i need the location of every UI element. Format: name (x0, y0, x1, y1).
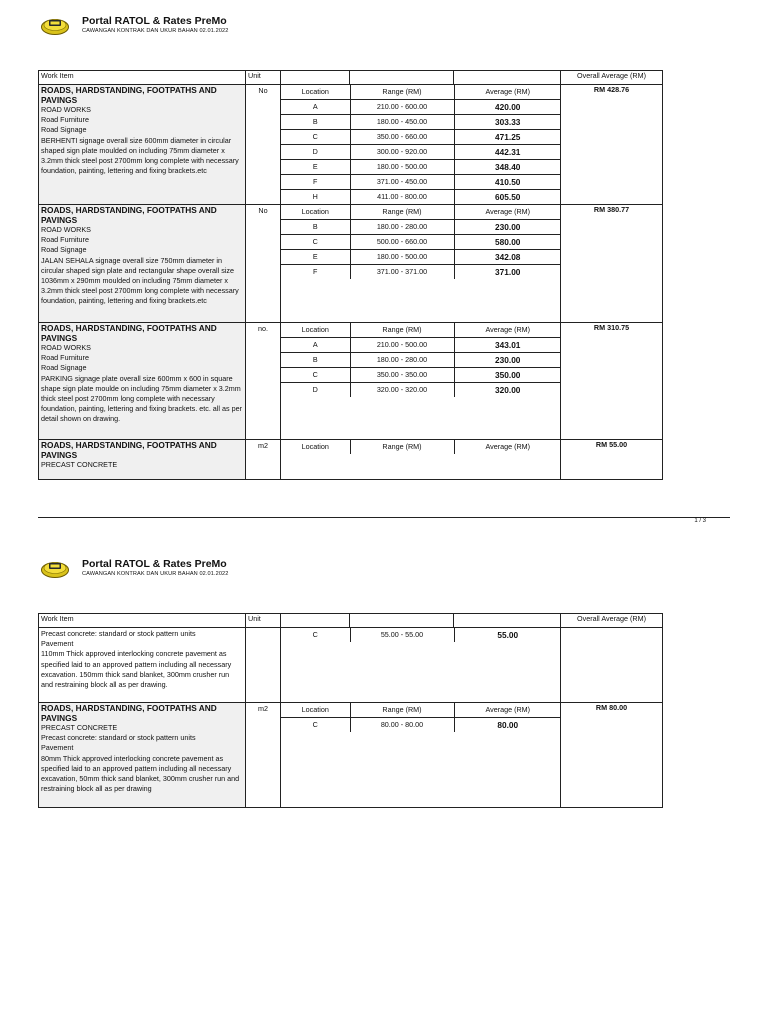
range-value: 350.00 - 660.00 (350, 130, 454, 145)
range-value: 350.00 - 350.00 (350, 368, 454, 383)
rates-subtable (281, 628, 561, 642)
average-value: 348.40 (454, 160, 561, 175)
item-description: PARKING signage plate overall size 600mm x 600 in square shape sign plate moulde on including 75mm diameter x 3.2mm thick steel post 2700mm long complete with necessary foundation, painting, lettering and fixing brackets. etc. all as per detail shown on drawing. (41, 373, 242, 424)
item-description: BERHENTI signage overall size 600mm diameter in circular shaped sign plate moulded on including 75mm diameter x 3.2mm thick steel post 2700mm long complete with necessary foundation, painting, lettering and fixing brackets.etc (41, 135, 239, 176)
rates-subtable-cell (281, 703, 561, 808)
average-value: 342.08 (454, 250, 561, 265)
average-label: Average (RM) (454, 703, 561, 718)
location-value: C (281, 628, 350, 642)
location-label: Location (281, 205, 350, 220)
range-value: 210.00 - 600.00 (350, 100, 454, 115)
table-header-row (39, 71, 663, 85)
average-label: Average (RM) (485, 442, 531, 451)
range-value: 180.00 - 450.00 (350, 115, 454, 130)
rates-subtable-cell (281, 440, 561, 480)
item-line: ROAD WORKS (41, 343, 91, 352)
section-title: ROADS, HARDSTANDING, FOOTPATHS AND PAVINGS (41, 205, 217, 225)
average-value: 230.00 (454, 353, 561, 368)
average-value: 350.00 (454, 368, 561, 383)
rates-subtable-cell (281, 323, 561, 440)
location-label: Location (281, 85, 350, 100)
work-item-header: Work Item (39, 71, 246, 85)
rates-subtable (281, 440, 561, 454)
item-line: Road Furniture (41, 353, 89, 363)
rates-table (38, 70, 663, 480)
average-value: 471.25 (454, 130, 561, 145)
location-value: A (281, 100, 350, 115)
item-line: Road Furniture (41, 235, 89, 245)
table-row (39, 703, 663, 808)
range-value: 371.00 - 371.00 (350, 265, 454, 280)
overall-average-value: RM 310.75 (561, 323, 663, 440)
overall-average-value: RM 380.77 (561, 205, 663, 323)
location-value: H (281, 190, 350, 205)
location-value: E (281, 250, 350, 265)
table-row (39, 628, 663, 703)
page-title: Portal RATOL & Rates PreMo (82, 558, 227, 570)
unit-cell: No (246, 205, 281, 323)
range-value: 300.00 - 920.00 (350, 145, 454, 160)
average-value: 605.50 (495, 192, 521, 202)
page-subtitle: CAWANGAN KONTRAK DAN UKUR BAHAN 02.01.2022 (82, 571, 229, 577)
location-value: F (281, 265, 350, 280)
empty-header (350, 71, 454, 85)
location-label: Location (281, 703, 350, 718)
unit-header: Unit (246, 614, 281, 628)
table-row (39, 440, 663, 480)
range-label: Range (RM) (350, 440, 454, 454)
unit-cell: m2 (246, 440, 281, 480)
empty-header (350, 614, 454, 628)
item-line: Road Furniture (41, 115, 89, 125)
average-value: 343.01 (454, 338, 561, 353)
unit-cell: no. (246, 323, 281, 440)
location-value: D (281, 383, 350, 398)
table-header-row (39, 614, 663, 628)
location-value: B (281, 353, 350, 368)
range-label: Range (RM) (350, 323, 454, 338)
average-label: Average (RM) (454, 85, 561, 100)
average-value: 580.00 (454, 235, 561, 250)
empty-header (281, 71, 350, 85)
empty-header (454, 614, 561, 628)
range-value: 500.00 - 660.00 (350, 235, 454, 250)
section-title: ROADS, HARDSTANDING, FOOTPATHS AND PAVINGS (41, 440, 217, 460)
location-value: C (281, 130, 350, 145)
location-value: B (281, 115, 350, 130)
jkr-logo-icon (40, 557, 70, 579)
average-value: 371.00 (495, 267, 521, 277)
item-line: PRECAST CONCRETE (41, 723, 118, 732)
item-description: 110mm Thick approved interlocking concrete pavement as specified laid to an approved pattern including all necessary excavation. 150mm thick sand blanket, 300mm crusher run and restraining block all as per drawing. (41, 649, 232, 690)
range-label: Range (RM) (350, 85, 454, 100)
average-value: 303.33 (454, 115, 561, 130)
rates-subtable (281, 205, 561, 279)
overall-average-header: Overall Average (RM) (561, 614, 663, 628)
table-row (39, 205, 663, 323)
range-value: 180.00 - 280.00 (350, 353, 454, 368)
average-label: Average (RM) (454, 323, 561, 338)
location-label: Location (281, 323, 350, 338)
work-item-cell (39, 85, 246, 205)
item-line: Pavement (41, 743, 74, 753)
average-value: 442.31 (454, 145, 561, 160)
item-line: Precast concrete: standard or stock pattern units (41, 629, 196, 638)
work-item-cell (39, 628, 246, 703)
unit-cell: m2 (246, 703, 281, 808)
section-title: ROADS, HARDSTANDING, FOOTPATHS AND PAVINGS (41, 703, 217, 723)
average-value: 230.00 (454, 220, 561, 235)
location-value: C (281, 235, 350, 250)
page-number: 1 / 3 (694, 518, 706, 524)
rates-subtable (281, 85, 561, 204)
rates-table (38, 613, 663, 808)
item-line: Precast concrete: standard or stock pattern units (41, 733, 196, 743)
range-value: 210.00 - 500.00 (350, 338, 454, 353)
average-value: 80.00 (497, 720, 519, 730)
item-description: JALAN SEHALA signage overall size 750mm diameter in circular shaped sign plate and rectangular shape overall size 1036mm x 290mm moulded on including 75mm diameter x 3.2mm thick steel post 2700mm long complete with necessary foundation, painting, lettering and fixing brackets.etc (41, 255, 239, 306)
item-line: Road Signage (41, 125, 87, 135)
empty-header (454, 71, 561, 85)
item-line: Road Signage (41, 363, 87, 373)
table-row (39, 323, 663, 440)
section-title: ROADS, HARDSTANDING, FOOTPATHS AND PAVINGS (41, 85, 217, 105)
range-value: 411.00 - 800.00 (350, 190, 454, 205)
location-value: E (281, 160, 350, 175)
item-line: ROAD WORKS (41, 105, 91, 114)
table-row (39, 85, 663, 205)
range-label: Range (RM) (350, 205, 454, 220)
range-value: 371.00 - 450.00 (350, 175, 454, 190)
work-item-cell (39, 323, 246, 440)
rates-subtable (281, 703, 561, 732)
work-item-cell (39, 440, 246, 480)
item-line: Pavement (41, 639, 74, 649)
jkr-logo-icon (40, 14, 70, 36)
overall-average-value: RM 55.00 (561, 440, 663, 480)
average-value: 55.00 (497, 630, 519, 640)
overall-average-header: Overall Average (RM) (561, 71, 663, 85)
section-title: ROADS, HARDSTANDING, FOOTPATHS AND PAVINGS (41, 323, 217, 343)
overall-average-value (561, 628, 663, 703)
range-label: Range (RM) (350, 703, 454, 718)
item-line: Road Signage (41, 245, 87, 255)
overall-average-value: RM 80.00 (561, 703, 663, 808)
work-item-header: Work Item (39, 614, 246, 628)
work-item-cell (39, 205, 246, 323)
location-value: D (281, 145, 350, 160)
rates-subtable-cell (281, 628, 561, 703)
range-value: 180.00 - 280.00 (350, 220, 454, 235)
location-label: Location (281, 440, 350, 454)
unit-cell: No (246, 85, 281, 205)
item-line: PRECAST CONCRETE (41, 460, 118, 469)
overall-average-value: RM 428.76 (561, 85, 663, 205)
location-value: B (281, 220, 350, 235)
location-value: C (281, 718, 350, 733)
rates-subtable-cell (281, 85, 561, 205)
item-description: 80mm Thick approved interlocking concrete pavement as specified laid to an approved pattern including all necessary excavation, 50mm thick sand blanket, 300mm crusher run and restraining block all as per drawing (41, 753, 240, 794)
range-value: 320.00 - 320.00 (350, 383, 454, 398)
unit-cell (246, 628, 281, 703)
page-divider (38, 517, 730, 518)
average-value: 420.00 (454, 100, 561, 115)
average-value: 410.50 (454, 175, 561, 190)
page-subtitle: CAWANGAN KONTRAK DAN UKUR BAHAN 02.01.2022 (82, 28, 229, 34)
work-item-cell (39, 703, 246, 808)
location-value: F (281, 175, 350, 190)
empty-header (281, 614, 350, 628)
rates-subtable (281, 323, 561, 397)
rates-subtable-cell (281, 205, 561, 323)
unit-header: Unit (246, 71, 281, 85)
range-value: 180.00 - 500.00 (350, 160, 454, 175)
average-value: 320.00 (495, 385, 521, 395)
range-value: 180.00 - 500.00 (350, 250, 454, 265)
range-value: 80.00 - 80.00 (350, 718, 454, 733)
item-line: ROAD WORKS (41, 225, 91, 234)
location-value: A (281, 338, 350, 353)
average-label: Average (RM) (454, 205, 561, 220)
range-value: 55.00 - 55.00 (350, 628, 454, 642)
page-title: Portal RATOL & Rates PreMo (82, 15, 227, 27)
location-value: C (281, 368, 350, 383)
